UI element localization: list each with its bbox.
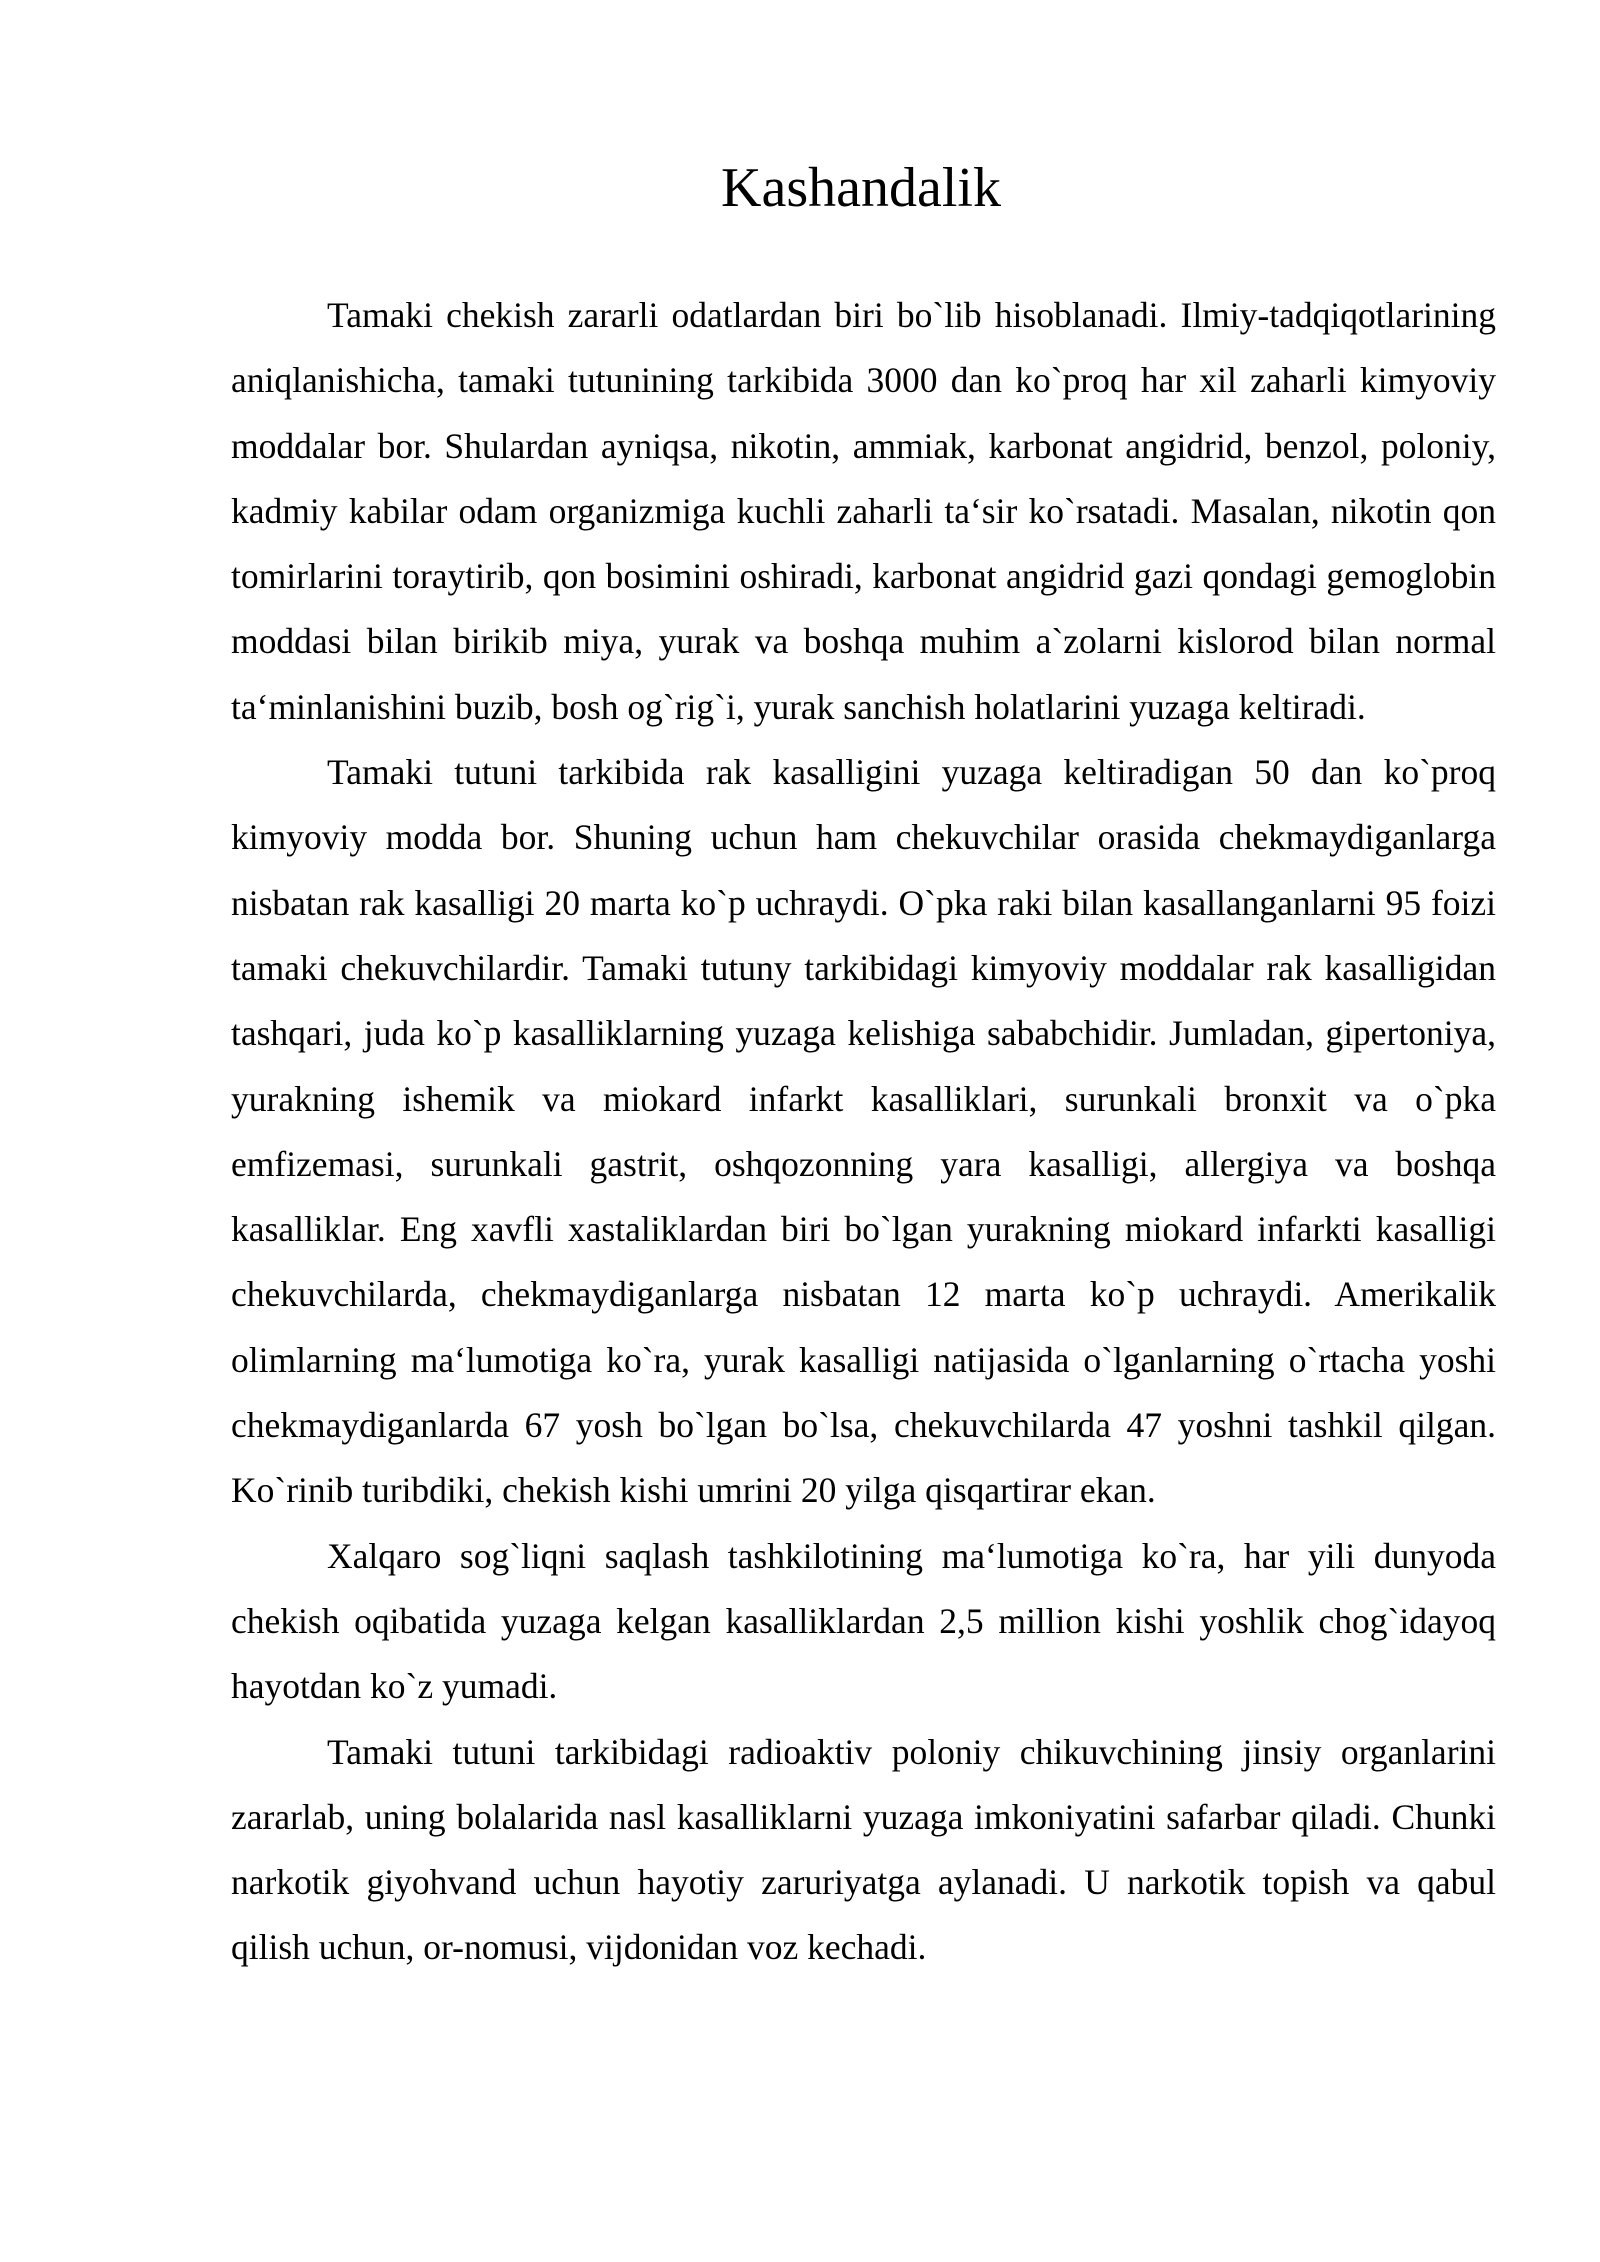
paragraph-cancer-diseases: Tamaki tutuni tarkibida rak kasalligini yuzaga keltiradigan 50 dan ko`proq kimyoviy modda bor. Shuning uchun ham chekuvchilar orasida chekmaydiganlarga nisbatan rak kasalligi 20 marta ko`p uchraydi. O`pka raki bilan kasallanganlarni 95 foizi tamaki chekuvchilardir. Tamaki tutuny tarkibidagi kimyoviy moddalar rak kasalligidan tashqari, juda ko`p kasalliklarning yuzaga kelishiga sababchidir. Jumladan, gipertoniya, yurakning ishemik va miokard infarkt kasalliklari, surunkali bronxit va o`pka emfizemasi, surunkali gastrit, oshqozonning yara kasalligi, allergiya va boshqa kasalliklar. Eng xavfli xastaliklardan biri bo`lgan yurakning miokard infarkti kasalligi chekuvchilarda, chekmaydiganlarga nisbatan 12 marta ko`p uchraydi. Amerikalik olimlarning ma‘lumotiga ko`ra, yurak kasalligi natijasida o`lganlarning o`rtacha yoshi chekmaydiganlarda 67 yosh bo`lgan bo`lsa, chekuvchilarda 47 yoshni tashkil qilgan. Ko`rinib turibdiki, chekish kishi umrini 20 yilga qisqartirar ekan. xyxy=(231,752,1496,1511)
document-body xyxy=(231,283,1496,1981)
paragraph-smoking-harm: Tamaki chekish zararli odatlardan biri bo`lib hisoblanadi. Ilmiy-tadqiqotlarining aniqlanishicha, tamaki tutunining tarkibida 3000 dan ko`proq har xil zaharli kimyoviy moddalar bor. Shulardan ayniqsa, nikotin, ammiak, karbonat angidrid, benzol, poloniy, kadmiy kabilar odam organizmiga kuchli zaharli ta‘sir ko`rsatadi. Masalan, nikotin qon tomirlarini toraytirib, qon bosimini oshiradi, karbonat angidrid gazi qondagi gemoglobin moddasi bilan birikib miya, yurak va boshqa muhim a`zolarni kislorod bilan normal ta‘minlanishini buzib, bosh og`rig`i, yurak sanchish holatlarini yuzaga keltiradi. xyxy=(231,295,1496,727)
paragraph-who-statistics: Xalqaro sog`liqni saqlash tashkilotining ma‘lumotiga ko`ra, har yili dunyoda chekish oqibatida yuzaga kelgan kasalliklardan 2,5 million kishi yoshlik chog`idayoq hayotdan ko`z yumadi. xyxy=(231,1535,1496,1707)
paragraph-polonium-effects: Tamaki tutuni tarkibidagi radioaktiv poloniy chikuvchining jinsiy organlarini zararlab, uning bolalarida nasl kasalliklarni yuzaga imkoniyatini safarbar qiladi. Chunki narkotik giyohvand uchun hayotiy zaruriyatga aylanadi. U narkotik topish va qabul qilish uchun, or-nomusi, vijdonidan voz kechadi. xyxy=(231,1731,1496,1968)
document-title: Kashandalik xyxy=(721,157,1001,219)
